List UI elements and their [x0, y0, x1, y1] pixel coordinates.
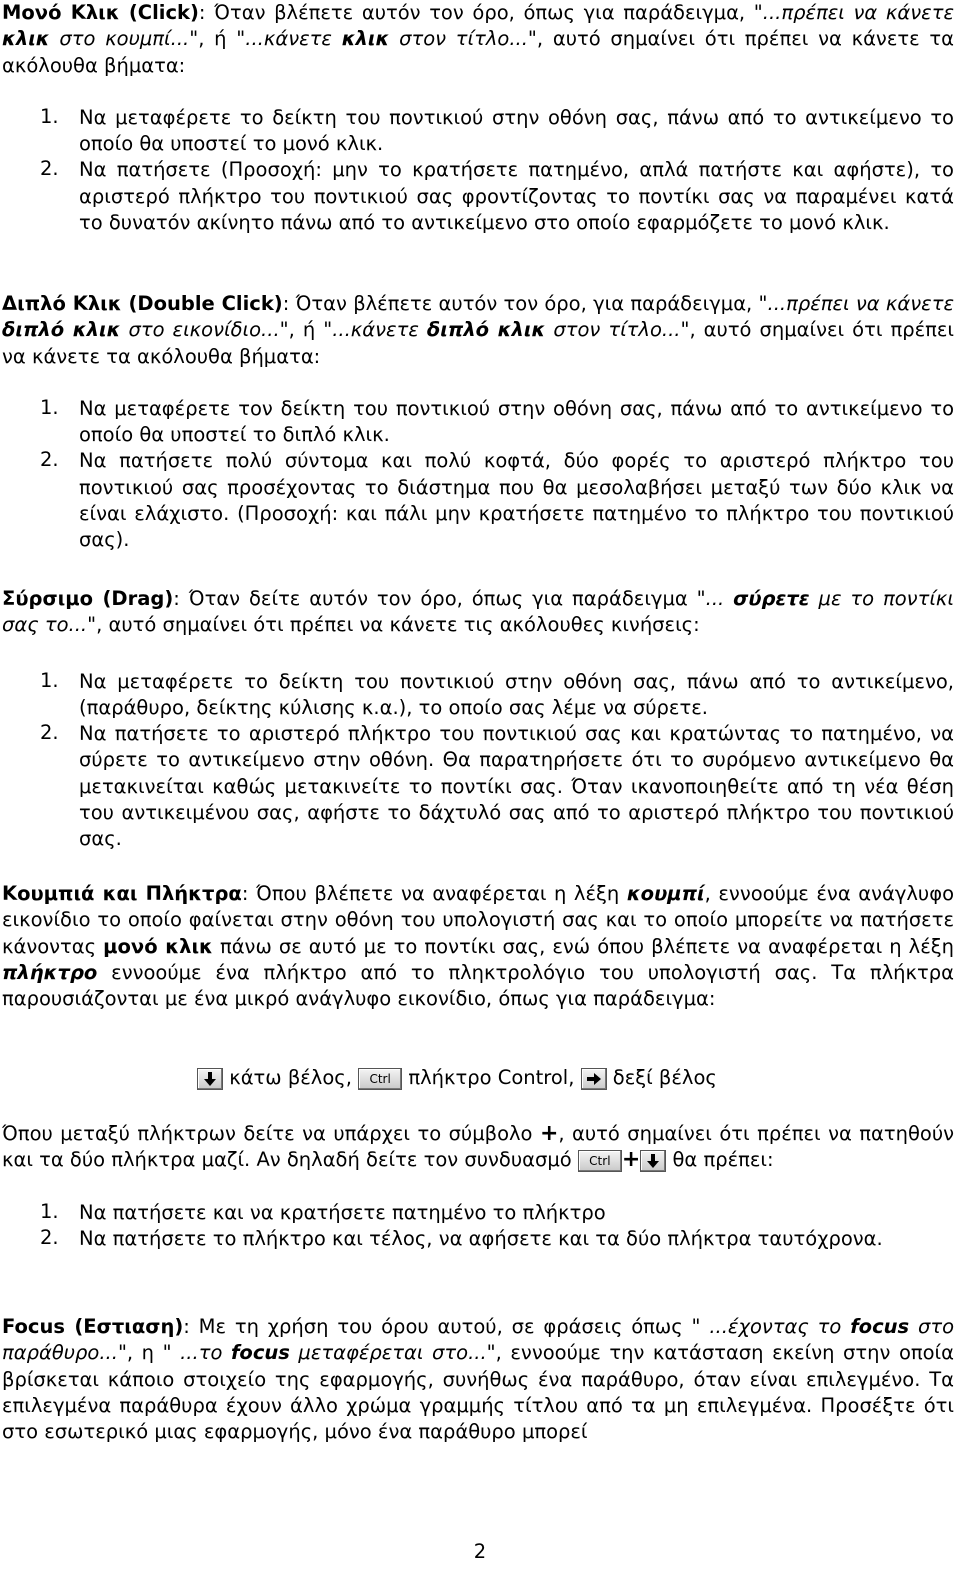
list-text: Να πατήσετε πολύ σύντομα και πολύ κοφτά, δύο φορές το αριστερό πλήκτρο του ποντικιού σας προσέχοντας το διάστημα που θα μεσολαβήσει μεταξύ των δύο κλικ να είναι ελάχιστο. (Προσοχή: και πάλι μην κρατήσετε πατημένο το πλήκτρο του ποντικιού σας). [79, 449, 954, 552]
text: focus [850, 1315, 910, 1338]
text: : Όταν δείτε αυτόν τον όρο, όπως για παράδειγμα " [173, 587, 706, 610]
text: κουμπί [626, 882, 705, 905]
section-key-combo [2, 1121, 954, 1252]
list-text: Να μεταφέρετε το δείκτη του ποντικιού στην οθόνη σας, πάνω από το αντικείμενο το οποίο θα υποστεί το μονό κλικ. [79, 105, 954, 156]
key-label: δεξί βέλος [606, 1066, 717, 1089]
page-number: 2 [473, 1540, 487, 1563]
text: , εννοούμε ένα ανάγλυφο εικονίδιο το οποίο φαίνεται στην οθόνη του υπολογιστή σας και το οποίο μπορείτε να πατήσετε κάνοντας [2, 882, 955, 958]
buttons-title: Κουμπιά και Πλήκτρα [2, 882, 242, 905]
arrow-down-key-icon [640, 1150, 666, 1172]
section-buttons-keys [2, 881, 954, 1012]
list-text: Να πατήσετε (Προσοχή: μην το κρατήσετε πατημένο, απλά πατήστε και αφήστε), το αριστερό πλήκτρο του ποντικιού σας φροντίζοντας το ποντίκι σας να παραμένει κατά το δυνατόν ακίνητο πάνω από το αντικείμενο στο οποίο εφαρμόζετε το μονό κλικ. [79, 158, 954, 235]
text: ...πρέπει να κάνετε [762, 1, 954, 24]
text: ...κάνετε [245, 27, 342, 51]
text: : Με τη χρήση του όρου αυτού, σε φράσεις όπως " [183, 1315, 710, 1338]
list-item [2, 1200, 954, 1226]
drag-title: Σύρσιμο (Drag) [2, 587, 174, 610]
arrow-right-key-icon [581, 1068, 607, 1090]
list-text: Να πατήσετε και να κρατήσετε πατημένο το πλήκτρο [79, 1200, 606, 1224]
text: θα πρέπει: [666, 1148, 774, 1172]
combo-paragraph [2, 1121, 954, 1174]
list-item [2, 448, 954, 553]
double-click-paragraph [2, 291, 954, 370]
key-examples [197, 1063, 717, 1093]
focus-title: Focus (Εστιαση) [2, 1315, 184, 1338]
text: ...κάνετε [332, 318, 427, 342]
text: ... [705, 587, 734, 610]
key-label: πλήκτρο Control, [402, 1066, 581, 1089]
text: στο κουμπί... [49, 27, 190, 51]
list-number: 2. [40, 448, 59, 472]
text: ", αυτό σημαίνει ότι πρέπει να κάνετε τα ακόλουθα βήματα: [2, 27, 954, 77]
text: Όπου μεταξύ πλήκτρων δείτε να υπάρχει το σύμβολο [2, 1122, 540, 1145]
text: ...πρέπει να κάνετε [767, 292, 954, 315]
double-click-title: Διπλό Κλικ (Double Click) [2, 292, 283, 315]
text: : Όταν βλέπετε αυτόν τον όρο, όπως για παράδειγμα, " [198, 1, 763, 24]
section-double-click [2, 291, 954, 554]
text: μονό κλικ [103, 934, 213, 958]
text: με το ποντίκι σας το... [2, 587, 955, 637]
text: ", αυτό σημαίνει ότι πρέπει να κάνετε τα ακόλουθα βήματα: [2, 318, 955, 368]
text: διπλό κλικ [426, 318, 546, 342]
plus-symbol: + [539, 1121, 559, 1146]
list-text: Να πατήσετε το πλήκτρο και τέλος, να αφήσετε και τα δύο πλήκτρα ταυτόχρονα. [79, 1226, 883, 1250]
list-number: 1. [40, 1199, 59, 1223]
text: : Όπου βλέπετε να αναφέρεται η λέξη [241, 882, 627, 905]
list-text: Να πατήσετε το αριστερό πλήκτρο του ποντικιού σας και κρατώντας το πατημένο, να σύρετε το αντικείμενο στην οθόνη. Θα παρατηρήσετε ότι το συρόμενο αντικείμενο θα μετακινείται καθώς μετακινείτε το ποντίκι σας. Όταν ικανοποιηθείτε από τη νέα θέση του αντικειμένου σας, αφήστε το δάχτυλό σας από το αριστερό πλήκτρο του ποντικιού σας. [79, 722, 954, 851]
drag-paragraph [2, 586, 954, 639]
section-drag [2, 586, 954, 853]
list-item [2, 105, 954, 158]
list-item [2, 396, 954, 449]
text: πάνω σε αυτό με το ποντίκι σας, ενώ όπου βλέπετε να αναφέρεται η λέξη [212, 934, 954, 958]
text: ...το [180, 1341, 231, 1365]
ctrl-key-icon: Ctrl [578, 1150, 622, 1172]
text: διπλό κλικ [2, 318, 121, 342]
text: : Όταν βλέπετε αυτόν τον όρο, για παράδειγμα, " [282, 292, 768, 315]
text: εννοούμε ένα πλήκτρο από το πληκτρολόγιο του υπολογιστή σας. Τα πλήκτρα παρουσιάζονται με ένα μικρό ανάγλυφο εικονίδιο, όπως για παράδειγμα: [2, 960, 954, 1011]
buttons-paragraph [2, 881, 954, 1012]
section-single-click [2, 0, 954, 236]
text: στον τίτλο... [545, 318, 681, 342]
text: κλικ [2, 27, 50, 51]
text: ", ή " [279, 318, 333, 342]
text: ", ή " [189, 27, 246, 51]
list-number: 1. [40, 668, 59, 692]
single-click-title: Μονό Κλικ (Click) [2, 1, 199, 24]
list-item [2, 157, 954, 236]
list-number: 2. [40, 721, 59, 745]
text: ", η " [117, 1341, 181, 1365]
list-item [2, 1226, 954, 1252]
text: στο παράθυρο... [2, 1315, 955, 1365]
section-focus [2, 1314, 954, 1445]
text: σύρετε [733, 587, 810, 610]
text: , αυτό σημαίνει ότι πρέπει να πατηθούν και τα δύο πλήκτρα μαζί. Αν δηλαδή δείτε τον συνδυασμό [2, 1122, 955, 1172]
key-label: κάτω βέλος, [223, 1066, 359, 1089]
text: στον τίτλο... [389, 27, 528, 51]
text: ...έχοντας το [709, 1315, 851, 1338]
ctrl-key-icon: Ctrl [358, 1068, 402, 1090]
text: πλήκτρο [2, 960, 98, 984]
text: focus [230, 1341, 290, 1365]
list-number: 2. [40, 1225, 59, 1249]
text: ", αυτό σημαίνει ότι πρέπει να κάνετε τις ακόλουθες κινήσεις: [87, 613, 700, 637]
list-number: 1. [40, 104, 59, 128]
list-number: 2. [40, 157, 59, 181]
text: στο εικονίδιο... [120, 318, 280, 342]
list-text: Να μεταφέρετε τον δείκτη του ποντικιού στην οθόνη σας, πάνω από το αντικείμενο το οποίο θα υποστεί το διπλό κλικ. [79, 396, 954, 447]
single-click-paragraph [2, 0, 954, 79]
text: ", εννοούμε την κατάσταση εκείνη στην οποία βρίσκεται κάποιο στοιχείο της εφαρμογής, συνήθως ένα παράθυρο, όταν είναι επιλεγμένο. Τα επιλεγμένα παράθυρα έχουν άλλο χρώμα γραμμής τίτλου από τα μη επιλεγμένα. Προσέξτε ότι στο εσωτερικό μιας εφαρμογής, μόνο ένα παράθυρο μπορεί [2, 1341, 955, 1444]
arrow-down-key-icon [197, 1068, 223, 1090]
list-text: Να μεταφέρετε το δείκτη του ποντικιού στην οθόνη σας, πάνω από το αντικείμενο, (παράθυρο, δείκτης κύλισης κ.α.), το οποίο σας λέμε να σύρετε. [79, 669, 954, 719]
plus-symbol: + [621, 1147, 641, 1173]
list-number: 1. [40, 395, 59, 419]
list-item [2, 669, 954, 722]
text: μεταφέρεται στο... [289, 1341, 487, 1365]
list-item [2, 721, 954, 852]
focus-paragraph [2, 1314, 954, 1445]
text: κλικ [341, 27, 390, 51]
